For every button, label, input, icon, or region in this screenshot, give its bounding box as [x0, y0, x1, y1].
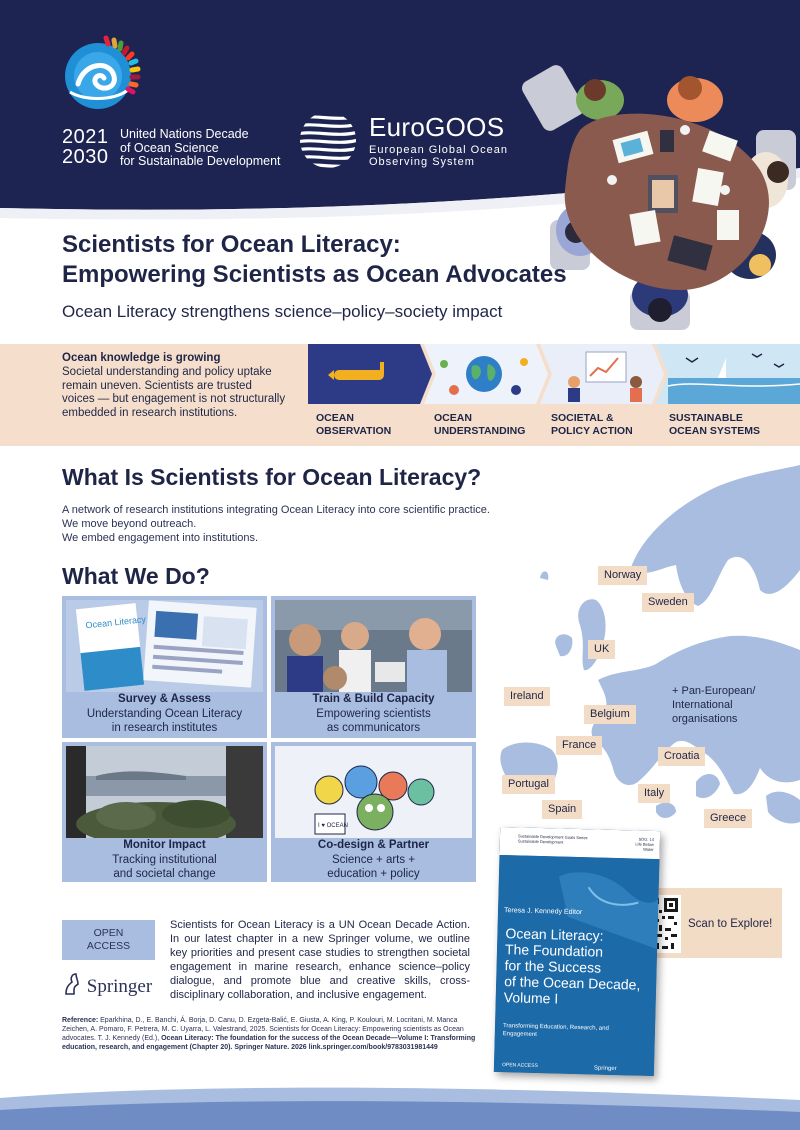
- card-train-build: [271, 596, 476, 738]
- country-tag-ireland: Ireland: [504, 687, 550, 706]
- monitor-photo: [66, 746, 263, 838]
- page-title-line-1: Scientists for Ocean Literacy:: [62, 231, 401, 258]
- panel-label-2-line-1: OCEAN: [434, 412, 472, 424]
- country-tag-greece: Greece: [704, 809, 752, 828]
- decade-line-3: for Sustainable Development: [120, 154, 281, 168]
- what-we-do-heading: What We Do?: [62, 563, 210, 589]
- pan-european-line-3: organisations: [672, 713, 738, 725]
- book-editor: Teresa J. Kennedy Editor: [503, 907, 583, 917]
- panel-label-2-line-2: UNDERSTANDING: [434, 425, 526, 437]
- reference-text: Eparkhina, D., E. Banchi, Á. Borja, D. Canu, D. Ezgeta-Balić, E. Giusta, A. King, P. Koulouri, M. Locritani, M. Manca Zeichen, A. Pomaro, F. Petrera, M. C. Uyarra, L. Valestrand, 2025. Scientists for Ocean Literacy: Empowering scientists as Ocean advocates. T. J. Kennedy (Ed.),: [62, 1017, 464, 1042]
- co-design-cartoon: [275, 746, 472, 838]
- book-publisher: Springer: [593, 1065, 617, 1073]
- card-survey-assess: [62, 596, 267, 738]
- cartoon-sign-text: I ♥ OCEAN: [318, 823, 348, 829]
- footer-wave: [0, 1082, 800, 1130]
- card-co-design-desc: [271, 853, 476, 881]
- country-tag-sweden: Sweden: [642, 593, 694, 612]
- reference-bold-text: Ocean Literacy: The foundation for the success of the Ocean Decade—Volume I: Transforming education, research, and engagement (Chapter 20). Springer Nature. 2026 link.springer.com/book/9783031981449: [62, 1035, 476, 1051]
- open-access-line-2: ACCESS: [86, 940, 131, 952]
- country-tag-uk: UK: [588, 640, 615, 659]
- open-access-badge: [62, 920, 155, 960]
- pan-european-line-2: International: [672, 699, 733, 711]
- card-survey-desc: [62, 707, 267, 735]
- country-tag-croatia: Croatia: [658, 747, 705, 766]
- eurogoos-sub-line-1: European Global Ocean: [369, 144, 509, 156]
- decade-year-end: 2030: [62, 146, 109, 168]
- book-series-line-2: Sustainable Development: [517, 838, 564, 845]
- decade-year-start: 2021: [62, 126, 109, 148]
- pan-european-line-1: + Pan-European/: [672, 685, 756, 697]
- country-tag-norway: Norway: [598, 566, 647, 585]
- book-title-line-4: of the Ocean Decade,: [503, 973, 641, 993]
- country-tag-italy: Italy: [638, 784, 670, 803]
- panel-label-3-line-1: SOCIETAL &: [551, 412, 614, 424]
- book-sdg-label: Life Below Water: [635, 841, 654, 852]
- country-tag-france: France: [556, 736, 602, 755]
- panel-label-1-line-1: OCEAN: [316, 412, 354, 424]
- open-access-line-1: OPEN: [93, 927, 124, 939]
- panel-label-4-line-1: SUSTAINABLE: [669, 412, 743, 424]
- what-is-heading: What Is Scientists for Ocean Literacy?: [62, 464, 482, 490]
- card-co-design-desc-line-2: education + policy: [327, 868, 420, 880]
- survey-image: [66, 600, 263, 692]
- what-is-body: [62, 503, 562, 545]
- intro-body: Societal understanding and policy uptake remain uneven. Scientists are trusted voices — but engagement is not structurally embedded in research institutions.: [62, 366, 286, 419]
- eurogoos-sub-line-2: Observing System: [369, 156, 475, 168]
- card-co-design-desc-line-1: Science + arts +: [331, 854, 416, 866]
- book-title-line-3: for the Success: [504, 957, 602, 976]
- card-train-title: Train & Build Capacity: [312, 693, 435, 705]
- decade-line-2: of Ocean Science: [120, 140, 219, 155]
- book-title: [504, 925, 656, 1009]
- book-title-line-5: Volume I: [503, 989, 559, 1007]
- page-title: [62, 230, 582, 290]
- card-survey-title: Survey & Assess: [118, 693, 211, 705]
- card-co-design-title: Co-design & Partner: [317, 839, 430, 851]
- panel-label-ocean-understanding: [434, 412, 544, 438]
- country-tag-belgium: Belgium: [584, 705, 636, 724]
- intro-heading: Ocean knowledge is growing: [62, 352, 221, 364]
- card-monitor-impact: [62, 742, 267, 882]
- card-train-desc-line-2: as communicators: [326, 722, 421, 734]
- card-co-design: [271, 742, 476, 882]
- decade-line-1: United Nations Decade: [120, 127, 249, 141]
- book-cover-text: Ocean Literacy: [85, 614, 147, 631]
- springer-logo: [62, 972, 152, 998]
- book-top-strip: [500, 827, 661, 859]
- panel-label-societal-policy: [551, 412, 661, 438]
- eurogoos-name: EuroGOOS: [369, 112, 505, 142]
- panel-label-sustainable-systems: [669, 412, 779, 438]
- what-is-line-3: We embed engagement into institutions.: [62, 532, 259, 544]
- what-is-line-1: A network of research institutions integrating Ocean Literacy into core scientific practice.: [62, 504, 490, 516]
- card-survey-desc-line-2: in research institutes: [111, 722, 218, 734]
- book-sdg-number: SDG: 14: [638, 836, 655, 842]
- book-title-line-2: The Foundation: [504, 941, 604, 960]
- card-train-desc: [271, 707, 476, 735]
- card-monitor-title: Monitor Impact: [123, 839, 206, 851]
- page-title-line-2: Empowering Scientists as Ocean Advocates: [62, 261, 567, 288]
- ocean-decade-logo-icon: [62, 32, 144, 114]
- panel-label-3-line-2: POLICY ACTION: [551, 425, 633, 437]
- book-series-line-1: Sustainable Development Goals Series: [517, 833, 588, 841]
- eurogoos-globe-icon: [298, 110, 358, 170]
- book-title-line-1: Ocean Literacy:: [505, 925, 604, 944]
- panel-label-4-line-2: OCEAN SYSTEMS: [669, 425, 761, 437]
- country-tag-portugal: Portugal: [502, 775, 555, 794]
- book-series: [518, 833, 598, 845]
- card-train-desc-line-1: Empowering scientists: [316, 708, 431, 720]
- card-monitor-desc-line-2: and societal change: [113, 868, 216, 880]
- card-survey-desc-line-1: Understanding Ocean Literacy: [86, 708, 243, 720]
- chapter-description: Scientists for Ocean Literacy is a UN Ocean Decade Action. In our latest chapter in a new Springer volume, we outline key priorities and present case studies to strengthen societal engagement in marine research, enhance science–policy dialogue, and promote blue and creative skills, cross-disciplinary collaboration, and inclusive engagement.: [170, 919, 470, 1001]
- pan-european-note: [672, 684, 782, 726]
- card-monitor-desc: [62, 853, 267, 881]
- reference: [62, 1016, 477, 1052]
- springer-horse-icon: [62, 972, 82, 996]
- book-subtitle: Transforming Education, Research, and Engagement: [502, 1023, 609, 1038]
- book-sdg: [624, 836, 654, 852]
- panel-label-ocean-observation: [316, 412, 426, 438]
- meeting-table-illustration: [520, 60, 800, 335]
- springer-wordmark: Springer: [86, 976, 153, 997]
- what-is-line-2: We move beyond outreach.: [62, 518, 197, 530]
- card-monitor-desc-line-1: Tracking institutional: [112, 854, 217, 866]
- reference-label: Reference:: [62, 1017, 99, 1024]
- training-photo: [275, 600, 472, 692]
- book-cover[interactable]: [494, 827, 660, 1076]
- panel-label-1-line-2: OBSERVATION: [316, 425, 392, 437]
- country-tag-spain: Spain: [542, 800, 582, 819]
- book-open-access: OPEN ACCESS: [501, 1062, 538, 1070]
- page-subtitle: Ocean Literacy strengthens science–policy–society impact: [62, 302, 503, 321]
- scan-to-explore: Scan to Explore!: [688, 918, 773, 930]
